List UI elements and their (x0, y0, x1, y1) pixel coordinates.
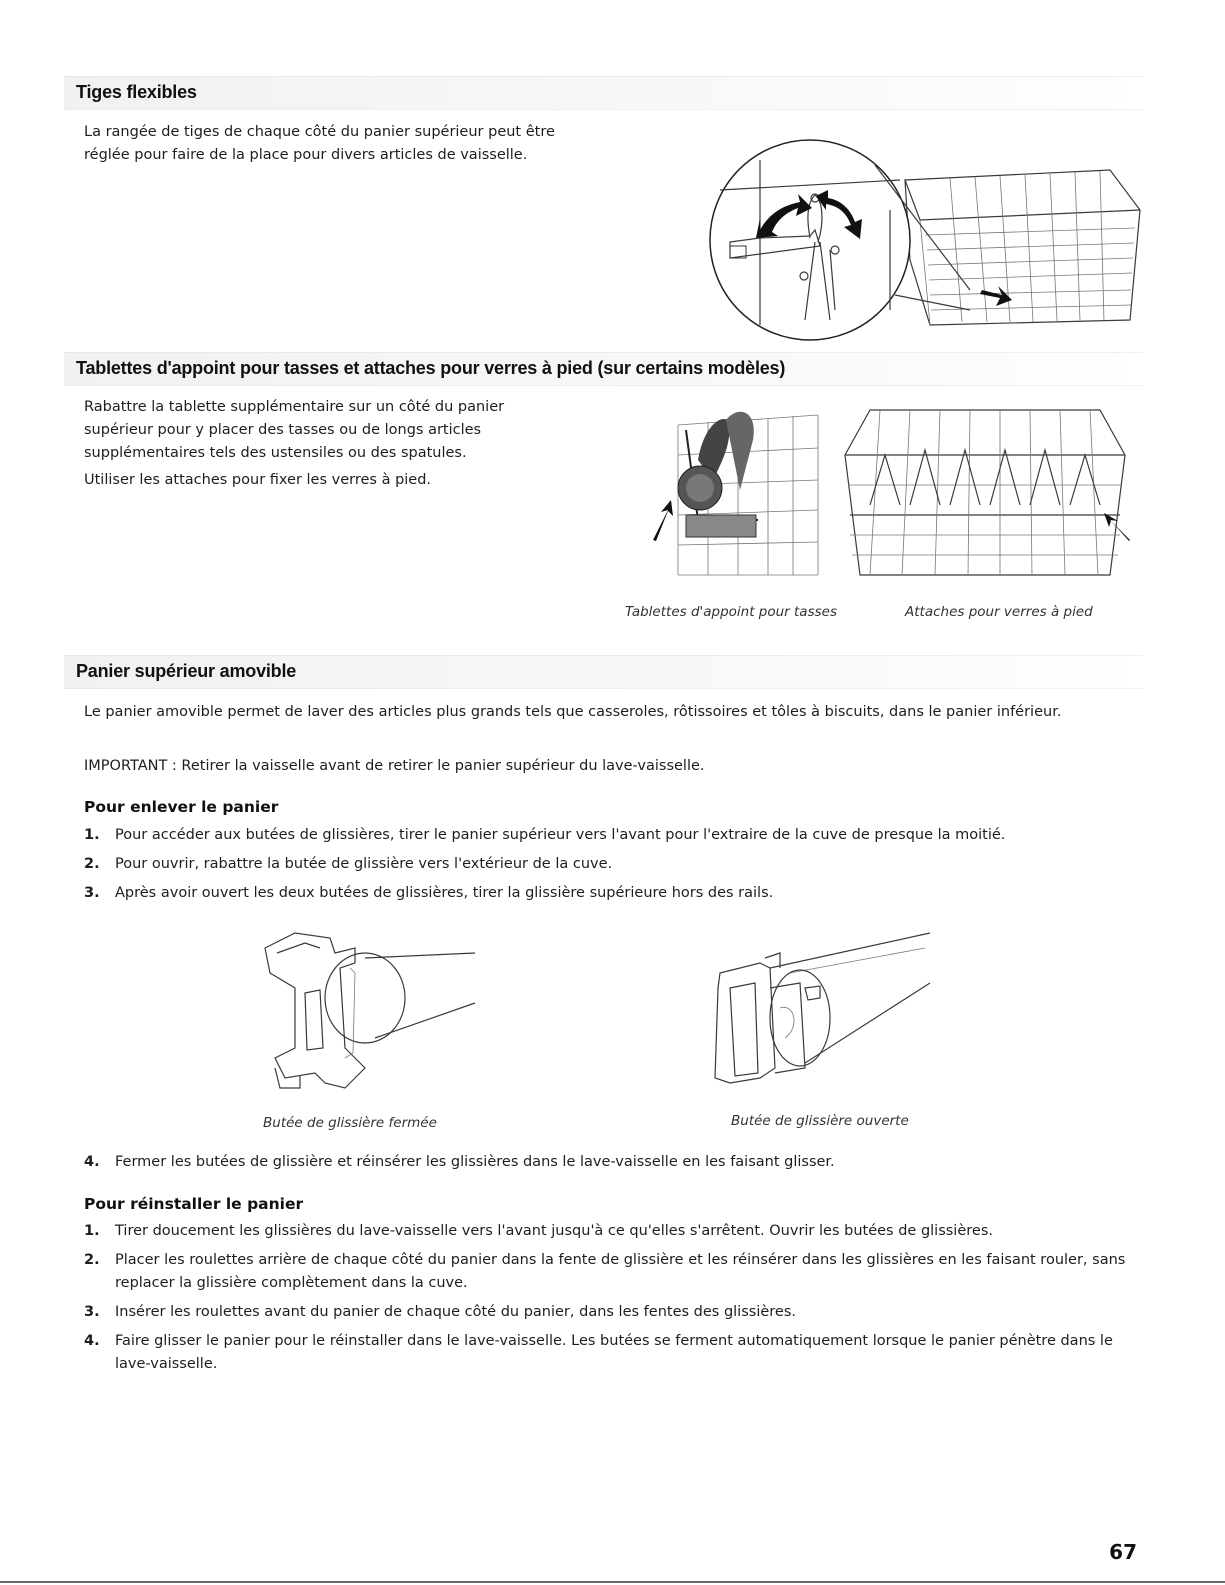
step-number: 4. (84, 1154, 100, 1170)
section-title: Tiges flexibles (76, 82, 197, 102)
step-number: 1. (84, 1223, 100, 1239)
step-text: Faire glisser le panier pour le réinstaller dans le lave-vaisselle. Les butées se ferment automatiquement lorsque le panier pénètre dans le lave-vaisselle. (115, 1333, 1113, 1372)
rack-stop-open-illustration (700, 928, 940, 1103)
page-number: 67 (1109, 1540, 1137, 1564)
paragraph-tablettes-1: Rabattre la tablette supplémentaire sur un côté du panier supérieur pour y placer des tasses ou de longs articles supplémentaires tels des ustensiles ou des spatules. (84, 399, 505, 461)
list-item (84, 1151, 1144, 1174)
caption-rack-stop-open: Butée de glissière ouverte (731, 1113, 909, 1129)
section-title: Tablettes d'appoint pour tasses et attaches pour verres à pied (sur certains modèles) (76, 358, 786, 378)
step-number: 2. (84, 1252, 100, 1268)
paragraph-panier-1: Le panier amovible permet de laver des articles plus grands tels que casseroles, rôtissoires et tôles à biscuits, dans le panier inférieur. (84, 704, 1062, 720)
stemware-clip-illustration (840, 395, 1130, 585)
section-header-tablettes (64, 352, 1142, 386)
step-number: 1. (84, 827, 100, 843)
step-text: Pour ouvrir, rabattre la butée de glissière vers l'extérieur de la cuve. (115, 856, 613, 872)
step-text: Pour accéder aux butées de glissières, tirer le panier supérieur vers l'avant pour l'extraire de la cuve de presque la moitié. (115, 827, 1006, 843)
step-text: Tirer doucement les glissières du lave-vaisselle vers l'avant jusqu'à ce qu'elles s'arrêtent. Ouvrir les butées de glissières. (115, 1223, 993, 1239)
step-number: 4. (84, 1333, 100, 1349)
list-item (84, 1249, 1144, 1295)
step-text: Fermer les butées de glissière et réinsérer les glissières dans le lave-vaisselle en les faisant glisser. (115, 1154, 835, 1170)
paragraph-tiges: La rangée de tiges de chaque côté du panier supérieur peut être réglée pour faire de la place pour divers articles de vaisselle. (84, 124, 555, 163)
paragraph-important: IMPORTANT : Retirer la vaisselle avant de retirer le panier supérieur du lave-vaisselle. (84, 758, 705, 774)
step-number: 2. (84, 856, 100, 872)
list-item (84, 882, 1144, 905)
caption-rack-stop-closed: Butée de glissière fermée (263, 1115, 437, 1131)
flexible-tines-illustration (700, 150, 1150, 360)
subheading-reinstall-basket: Pour réinstaller le panier (84, 1195, 304, 1213)
list-item (84, 853, 1144, 876)
step-text: Après avoir ouvert les deux butées de glissières, tirer la glissière supérieure hors des rails. (115, 885, 774, 901)
list-item (84, 1301, 1144, 1324)
remove-step-4 (84, 1151, 1144, 1180)
bottom-rule (0, 1581, 1225, 1583)
list-item (84, 824, 1144, 847)
reinstall-steps-list (84, 1220, 1144, 1382)
section-header-panier-amovible (64, 655, 1142, 689)
section-header-tiges-flexibles (64, 76, 1142, 110)
caption-cup-shelf: Tablettes d'appoint pour tasses (625, 604, 837, 620)
remove-steps-list (84, 824, 1144, 911)
paragraph-tablettes-2: Utiliser les attaches pour fixer les verres à pied. (84, 472, 432, 488)
subheading-remove-basket: Pour enlever le panier (84, 798, 279, 816)
cup-shelf-illustration (648, 400, 828, 585)
step-number: 3. (84, 885, 100, 901)
step-text: Insérer les roulettes avant du panier de chaque côté du panier, dans les fentes des glissières. (115, 1304, 796, 1320)
list-item (84, 1330, 1144, 1376)
caption-stemware-clip: Attaches pour verres à pied (905, 604, 1093, 620)
list-item (84, 1220, 1144, 1243)
section-title: Panier supérieur amovible (76, 661, 297, 681)
rack-stop-closed-illustration (255, 928, 485, 1098)
step-text: Placer les roulettes arrière de chaque côté du panier dans la fente de glissière et les réinsérer dans les glissières en les faisant rouler, sans replacer la glissière complètement dans la cuve. (115, 1252, 1126, 1291)
step-number: 3. (84, 1304, 100, 1320)
